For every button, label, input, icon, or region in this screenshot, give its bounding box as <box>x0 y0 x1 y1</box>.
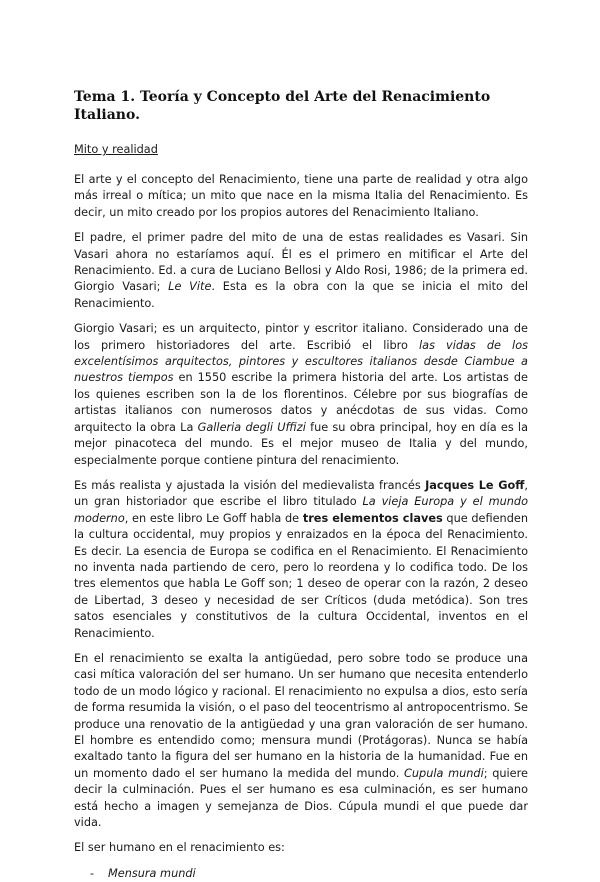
paragraph-4-text-c: , en este libro Le Goff habla de <box>124 511 303 525</box>
paragraph-2 <box>74 230 528 312</box>
paragraph-4-bold-2: tres elementos claves <box>302 511 443 525</box>
paragraph-1: El arte y el concepto del Renacimiento, tiene una parte de realidad y otra algo más irreal o mítica; un mito que nace en la misma Italia del Renacimiento. Es decir, un mito creado por los propios autores del Renacimiento Italiano. <box>74 173 528 219</box>
page-title: Tema 1. Teoría y Concepto del Arte del Renacimiento Italiano. <box>74 89 491 123</box>
paragraph-4-bold-1: Jacques Le Goff <box>425 478 525 492</box>
paragraph-3-italic-2: Galleria degli Uffizi <box>197 420 306 434</box>
paragraph-5 <box>74 651 528 831</box>
list-item-dash: - <box>90 866 95 880</box>
paragraph-3-italic-1: las vidas de los excelentísimos arquitectos, pintores y escultores italianos desde Ciambue a nuestros tiempos <box>74 338 528 385</box>
paragraph-3-text-a: Giorgio Vasari; es un arquitecto, pintor y escritor italiano. Considerado una de los primero historiadores del arte. Escribió el libro <box>74 322 528 352</box>
paragraph-2-text-a: El padre, el primer padre del mito de una de estas realidades es Vasari. Sin Vasari ahora no estaríamos aquí. Él es el primero en mitificar el Arte del Renacimiento. Ed. a cura de Luciano Bellosi y Aldo Rosi, 1986; de la primera ed. Giorgio Vasari; <box>74 231 528 294</box>
paragraph-6: El ser humano en el renacimiento es: <box>74 841 285 855</box>
paragraph-5-italic-1: Cupula mundi <box>403 766 484 780</box>
paragraph-3-text-c: fue su obra principal, hoy en día es la mejor pinacoteca del mundo. Es el mejor museo de Italia y del mundo, especialmente porque contiene pintura del renacimiento. <box>74 420 528 467</box>
paragraph-5-text-a: En el renacimiento se exalta la antigüedad, pero sobre todo se produce una casi mítica valoración del ser humano. Un ser humano que necesita entenderlo todo de un modo lógico y racional. El renacimiento no expulsa a dios, esto sería de forma resumida la visión, o el paso del teocentrismo al antropocentrismo. Se produce una renovatio de la antigüedad y una gran valoración de ser humano. El hombre es entendido como; mensura mundi (Protágoras). Nunca se había exaltado tanto la figura del ser humano en la historia de la humanidad. Fue en un momento dado el ser humano la medida del mundo. <box>74 651 528 780</box>
paragraph-4-text-b: , un gran historiador que escribe el libro titulado <box>74 478 528 509</box>
bullet-list <box>74 866 528 882</box>
list-item <box>74 866 528 882</box>
paragraph-4 <box>74 478 528 642</box>
paragraph-3 <box>74 321 528 469</box>
paragraph-2-italic: Le Vite <box>168 280 212 294</box>
list-item-text: Mensura mundi <box>108 866 196 880</box>
paragraph-3-text-b: en 1550 escribe la primera historia del arte. Los artistas de los quienes escriben son la de los florentinos. Célebre por sus biografías de artistas italianos con numerosos datos y anécdotas de sus vidas. Como arquitecto la obra La <box>74 371 529 434</box>
section-subtitle: Mito y realidad <box>74 143 158 156</box>
paragraph-4-text-a: Es más realista y ajustada la visión del medievalista francés <box>74 478 426 492</box>
paragraph-5-text-b: ; quiere decir la culminación. Pues el ser humano es esa culminación, es ser humano está hecho a imagen y semejanza de Dios. Cúpula mundi el que puede dar vida. <box>74 766 528 830</box>
paragraph-4-text-d: que defienden la cultura occidental, muy propios y enraizados en la época del Renacimiento. Es decir. La esencia de Europa se codifica en el Renacimiento. El Renacimiento no inventa nada partiendo de cero, pero lo reordena y lo codifica todo. De los tres elementos que habla Le Goff son; 1 deseo de operar con la razón, 2 deseo de Libertad, 3 deseo y necesidad de ser Críticos (duda metódica). Son tres satos esenciales y constitutivos de la cultura Occidental, inventos en el Renacimiento. <box>74 511 528 640</box>
paragraph-2-text-b: . Esta es la obra con la que se inicia el mito del Renacimiento. <box>74 280 528 310</box>
paragraph-4-italic-1: La vieja Europa y el mundo moderno <box>74 495 528 525</box>
